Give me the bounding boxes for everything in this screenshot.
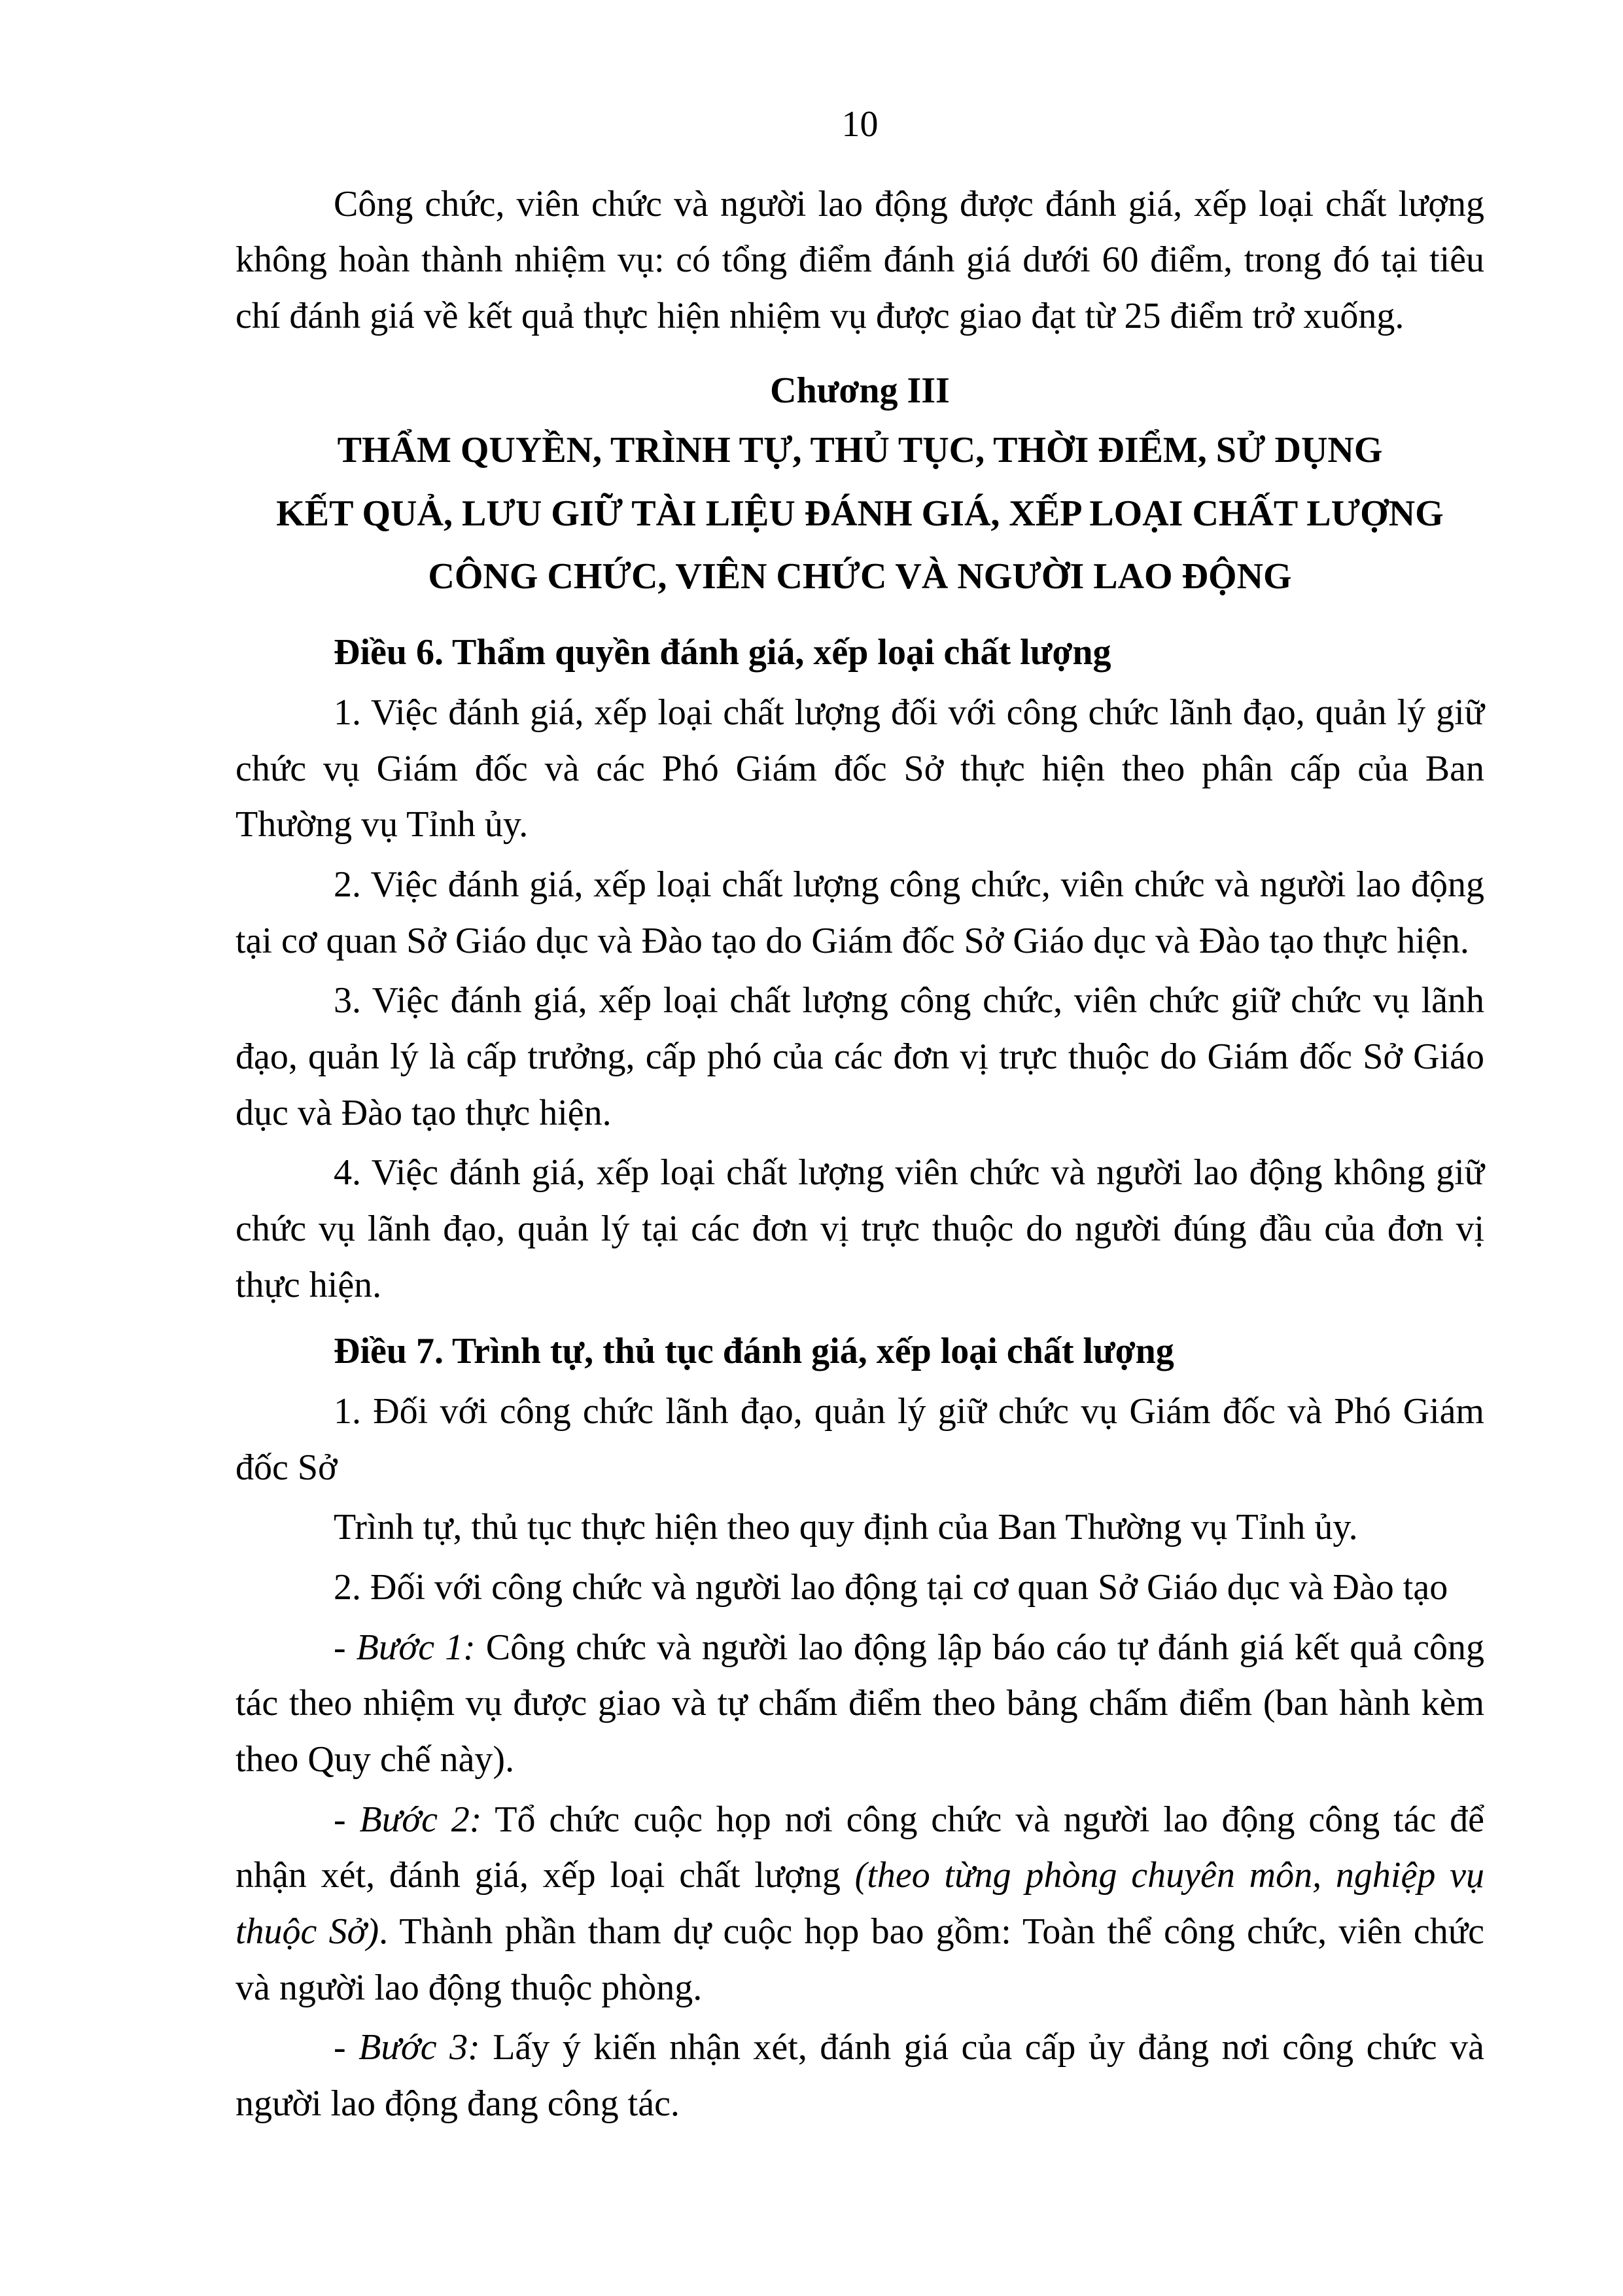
step-2-italic-note: (theo từng phòng chuyên môn, nghiệp vụ thuộc Sở) — [236, 1855, 1484, 1952]
article-6-clause-4: 4. Việc đánh giá, xếp loại chất lượng viên chức và người lao động không giữ chức vụ lãnh đạo, quản lý tại các đơn vị trực thuộc do người đúng đầu của đơn vị thực hiện. — [236, 1152, 1484, 1305]
chapter-title-line: THẨM QUYỀN, TRÌNH TỰ, THỦ TỤC, THỜI ĐIỂM, SỬ DỤNG — [337, 430, 1383, 471]
step-3-text: Lấy ý kiến nhận xét, đánh giá của cấp ủy đảng nơi công chức và người lao động đang công tác. — [236, 2027, 1484, 2125]
step-2-text-after: . Thành phần tham dự cuộc họp bao gồm: Toàn thể công chức, viên chức và người lao động thuộc phòng. — [236, 1911, 1484, 2008]
step-2-text: Tổ chức cuộc họp nơi công chức và người lao động công tác để nhận xét, đánh giá, xếp loại chất lượng — [236, 1799, 1484, 1896]
article-6-clause-1: 1. Việc đánh giá, xếp loại chất lượng đối với công chức lãnh đạo, quản lý giữ chức vụ Giám đốc và các Phó Giám đốc Sở thực hiện theo phân cấp của Ban Thường vụ Tỉnh ủy. — [236, 692, 1484, 845]
article-6-heading: Điều 6. Thẩm quyền đánh giá, xếp loại chất lượng — [334, 632, 1111, 673]
article-6-clause-2: 2. Việc đánh giá, xếp loại chất lượng công chức, viên chức và người lao động tại cơ quan Sở Giáo dục và Đào tạo do Giám đốc Sở Giáo dục và Đào tạo thực hiện. — [236, 864, 1484, 961]
step-1-label: Bước 1: — [356, 1627, 476, 1668]
step-1-text: Công chức và người lao động lập báo cáo tự đánh giá kết quả công tác theo nhiệm vụ được giao và tự chấm điểm theo bảng chấm điểm (ban hành kèm theo Quy chế này). — [236, 1627, 1484, 1780]
article-7-heading: Điều 7. Trình tự, thủ tục đánh giá, xếp loại chất lượng — [334, 1331, 1174, 1372]
step-dash: - — [334, 1627, 357, 1668]
step-1-paragraph — [236, 1620, 1484, 1788]
article-6-clause-3: 3. Việc đánh giá, xếp loại chất lượng công chức, viên chức giữ chức vụ lãnh đạo, quản lý là cấp trưởng, cấp phó của các đơn vị trực thuộc do Giám đốc Sở Giáo dục và Đào tạo thực hiện. — [236, 980, 1484, 1133]
intro-paragraph: Công chức, viên chức và người lao động được đánh giá, xếp loại chất lượng không hoàn thành nhiệm vụ: có tổng điểm đánh giá dưới 60 điểm, trong đó tại tiêu chí đánh giá về kết quả thực hiện nhiệm vụ được giao đạt từ 25 điểm trở xuống. — [236, 183, 1484, 337]
article-7-clause-1: 1. Đối với công chức lãnh đạo, quản lý giữ chức vụ Giám đốc và Phó Giám đốc Sở — [236, 1391, 1484, 1488]
chapter-title — [236, 419, 1484, 608]
article-7-clause-2: 2. Đối với công chức và người lao động tại cơ quan Sở Giáo dục và Đào tạo — [334, 1567, 1448, 1608]
step-3-paragraph — [236, 2020, 1484, 2132]
step-3-label: Bước 3: — [358, 2027, 480, 2068]
chapter-label: Chương III — [770, 370, 950, 411]
step-2-paragraph — [236, 1792, 1484, 2017]
step-2-label: Bước 2: — [359, 1799, 482, 1840]
chapter-title-line: CÔNG CHỨC, VIÊN CHỨC VÀ NGƯỜI LAO ĐỘNG — [428, 556, 1292, 597]
step-dash: - — [334, 1799, 360, 1840]
chapter-title-line: KẾT QUẢ, LƯU GIỮ TÀI LIỆU ĐÁNH GIÁ, XẾP LOẠI CHẤT LƯỢNG — [276, 493, 1444, 534]
page-number: 10 — [841, 104, 879, 145]
step-dash: - — [334, 2027, 359, 2068]
article-7-clause-1-note: Trình tự, thủ tục thực hiện theo quy định của Ban Thường vụ Tỉnh ủy. — [334, 1507, 1358, 1548]
